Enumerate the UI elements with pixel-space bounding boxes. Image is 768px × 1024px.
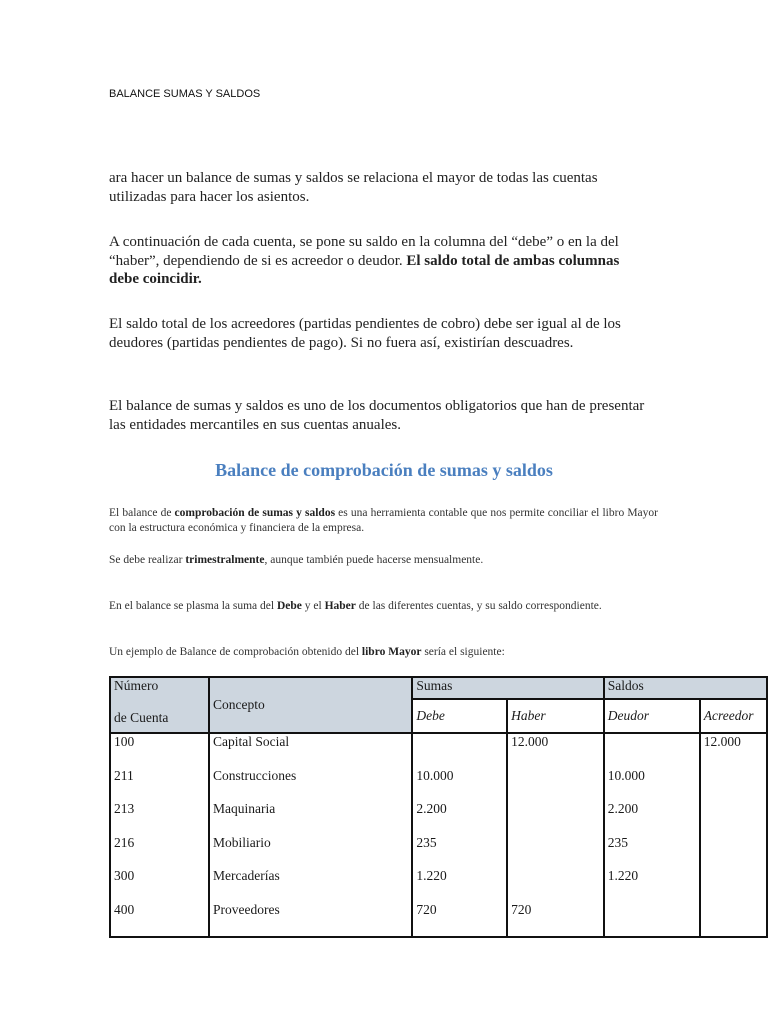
cell-deudor: 10.000 <box>604 768 700 802</box>
paragraph-acreedores: El saldo total de los acreedores (partidas pendientes de cobro) debe ser igual al de los deudores (partidas pendientes de pago). Si no fuera así, existirían descuadres. <box>109 316 621 351</box>
small-paragraph-example <box>109 645 658 660</box>
cell-deudor <box>604 902 700 937</box>
s4-text-c: sería el siguiente: <box>421 646 505 658</box>
s2-text-a: Se debe realizar <box>109 554 186 566</box>
cell-numero: 216 <box>110 835 209 869</box>
paragraph-columns <box>109 233 649 289</box>
cell-numero: 100 <box>110 733 209 768</box>
cell-concepto: Mobiliario <box>209 835 412 869</box>
cell-debe: 2.200 <box>412 801 507 835</box>
table-row <box>110 868 767 902</box>
small-paragraph-debe-haber <box>109 599 658 614</box>
cell-haber <box>507 868 604 902</box>
cell-deudor <box>604 733 700 768</box>
cell-deudor: 1.220 <box>604 868 700 902</box>
cell-numero: 211 <box>110 768 209 802</box>
cell-haber <box>507 801 604 835</box>
cell-deudor: 235 <box>604 835 700 869</box>
cell-concepto: Mercaderías <box>209 868 412 902</box>
s4-text-a: Un ejemplo de Balance de comprobación obtenido del <box>109 646 362 658</box>
section-title: Balance de comprobación de sumas y saldos <box>215 460 553 480</box>
cell-haber: 12.000 <box>507 733 604 768</box>
cell-numero: 400 <box>110 902 209 937</box>
s3-text-c: y el <box>301 600 325 612</box>
cell-concepto: Construcciones <box>209 768 412 802</box>
cell-acreedor <box>700 868 767 902</box>
s3-text-e: de las diferentes cuentas, y su saldo correspondiente. <box>355 600 602 612</box>
cell-haber: 720 <box>507 902 604 937</box>
header-deudor: Deudor <box>604 699 700 733</box>
s3-text-debe: Debe <box>276 600 302 612</box>
cell-debe: 1.220 <box>412 868 507 902</box>
cell-deudor: 2.200 <box>604 801 700 835</box>
table-row <box>110 768 767 802</box>
s1-text-bold: comprobación de sumas y saldos <box>174 507 336 519</box>
paragraph-intro: ara hacer un balance de sumas y saldos se relaciona el mayor de todas las cuentas utilizadas para hacer los asientos. <box>109 170 598 205</box>
cell-concepto: Capital Social <box>209 733 412 768</box>
small-paragraph-definition <box>109 506 658 535</box>
header-numero-line2: de Cuenta <box>114 710 169 725</box>
header-sumas-label: Sumas <box>416 678 453 693</box>
s4-text-bold: libro Mayor <box>361 646 422 658</box>
header-haber: Haber <box>507 699 604 733</box>
document-heading: BALANCE SUMAS Y SALDOS <box>109 88 261 100</box>
header-concepto-label: Concepto <box>213 697 265 712</box>
cell-acreedor <box>700 902 767 937</box>
cell-acreedor <box>700 801 767 835</box>
table-row <box>110 902 767 937</box>
balance-table <box>109 676 768 938</box>
header-numero <box>110 677 209 733</box>
cell-concepto: Maquinaria <box>209 801 412 835</box>
paragraph-columns-text: A continuación de cada cuenta, se pone su saldo en la columna del “debe” o en la del “haber”, dependiendo de si es acreedor o deudor. <box>109 234 619 269</box>
s2-text-bold: trimestralmente <box>185 554 265 566</box>
s1-text-c: es una herramienta contable que nos permite conciliar el libro Mayor con la estructura económica y financiera de la empresa. <box>109 507 658 534</box>
header-concepto <box>209 677 412 733</box>
table-header-row-1 <box>110 677 767 699</box>
small-paragraph-frequency <box>109 553 658 568</box>
s3-text-haber: Haber <box>324 600 356 612</box>
header-saldos <box>604 677 767 699</box>
cell-haber <box>507 768 604 802</box>
cell-debe <box>412 733 507 768</box>
header-saldos-label: Saldos <box>607 678 644 693</box>
cell-numero: 300 <box>110 868 209 902</box>
paragraph-columns-bold: El saldo total de ambas columnas debe coincidir. <box>109 252 620 287</box>
cell-acreedor <box>700 768 767 802</box>
s2-text-c: , aunque también puede hacerse mensualmente. <box>264 554 484 566</box>
cell-numero: 213 <box>110 801 209 835</box>
header-debe: Debe <box>412 699 507 733</box>
cell-debe: 235 <box>412 835 507 869</box>
cell-acreedor: 12.000 <box>700 733 767 768</box>
paragraph-obligatorios: El balance de sumas y saldos es uno de los documentos obligatorios que han de presentar las entidades mercantiles en sus cuentas anuales. <box>109 398 645 433</box>
cell-debe: 10.000 <box>412 768 507 802</box>
cell-concepto: Proveedores <box>209 902 412 937</box>
cell-debe: 720 <box>412 902 507 937</box>
cell-acreedor <box>700 835 767 869</box>
cell-haber <box>507 835 604 869</box>
s1-text-a: El balance de <box>109 507 175 519</box>
header-sumas <box>412 677 603 699</box>
header-acreedor: Acreedor <box>700 699 767 733</box>
header-numero-line1: Número <box>114 678 159 693</box>
table-row <box>110 835 767 869</box>
table-row <box>110 801 767 835</box>
table-row <box>110 733 767 768</box>
s3-text-a: En el balance se plasma la suma del <box>109 600 277 612</box>
